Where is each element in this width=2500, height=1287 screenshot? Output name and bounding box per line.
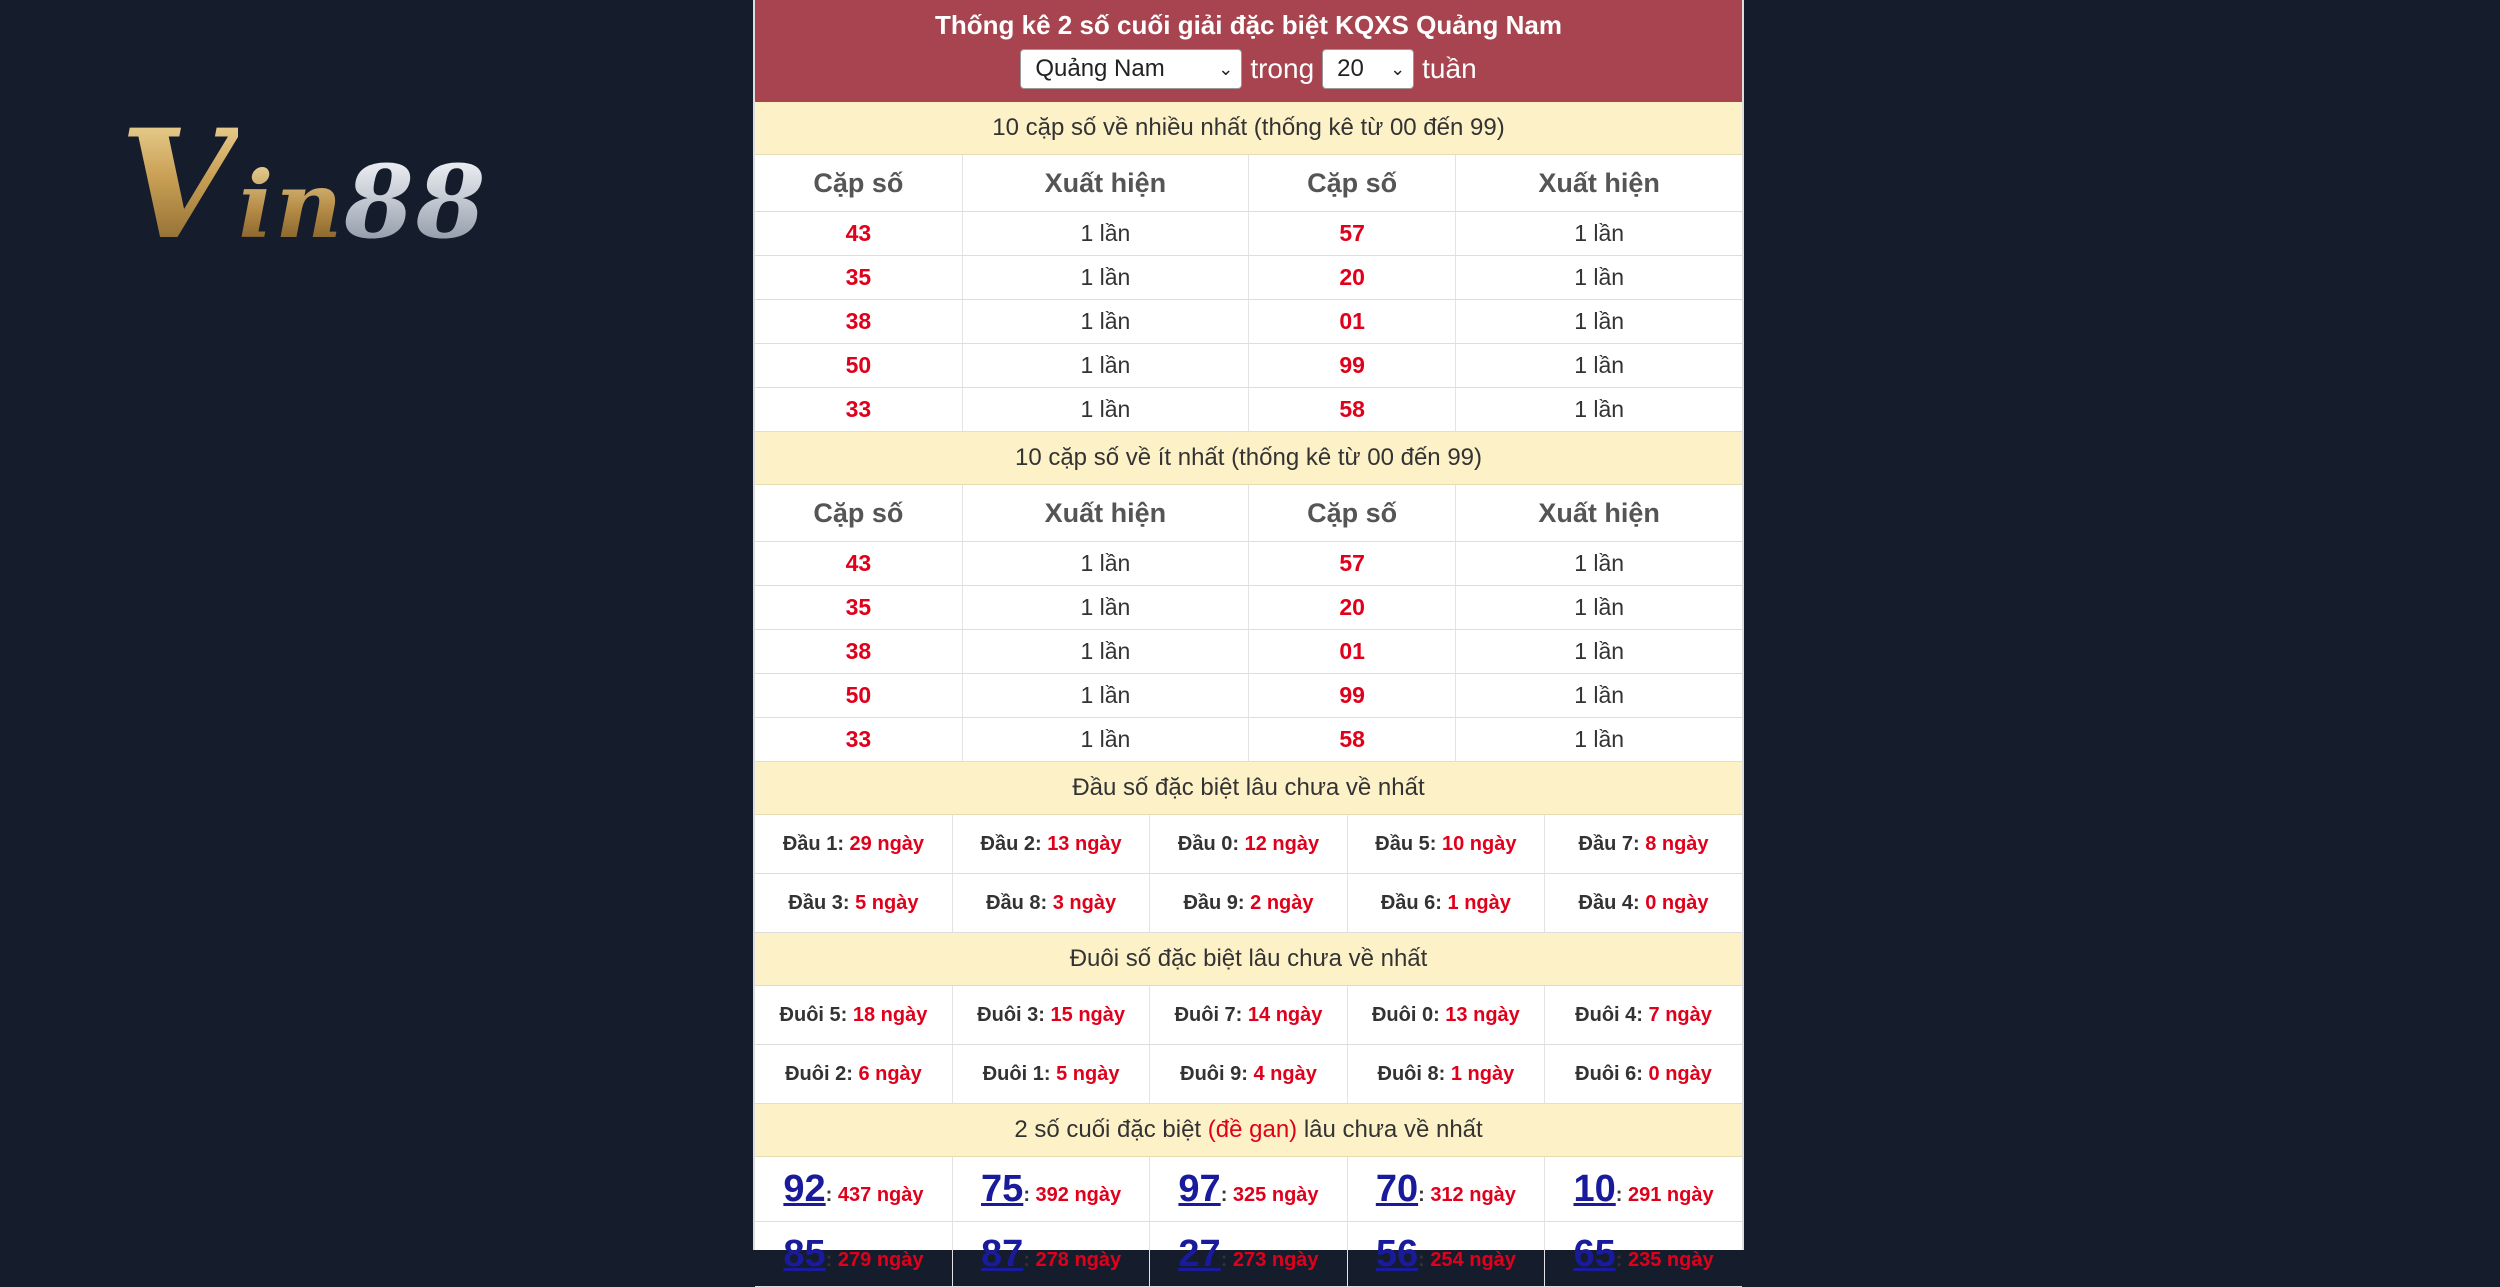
count-cell: 1 lần	[1456, 256, 1742, 300]
dau-label: Đầu 8:	[986, 891, 1053, 914]
table-row	[755, 874, 1742, 933]
gan-cell: 92: 437 ngày	[755, 1157, 952, 1222]
gan-days: 392 ngày	[1035, 1183, 1122, 1206]
pair-number: 58	[1248, 388, 1455, 432]
logo-in: in	[238, 151, 345, 259]
count-cell: 1 lần	[1456, 300, 1742, 344]
count-cell: 1 lần	[1456, 586, 1742, 630]
count-cell: 1 lần	[1456, 344, 1742, 388]
gan-band	[755, 1104, 1742, 1157]
col-header: Cặp số	[755, 155, 962, 212]
count-cell: 1 lần	[962, 212, 1248, 256]
table-row	[755, 256, 1742, 300]
table-row	[755, 344, 1742, 388]
pair-number: 20	[1248, 256, 1455, 300]
gan-days: 279 ngày	[837, 1248, 924, 1271]
dau-cell	[1347, 874, 1544, 933]
pair-number: 01	[1248, 630, 1455, 674]
duoi-cell	[1545, 986, 1742, 1045]
count-cell: 1 lần	[962, 630, 1248, 674]
pair-number: 20	[1248, 586, 1455, 630]
duoi-cell	[952, 986, 1149, 1045]
dau-label: Đầu 5:	[1375, 832, 1442, 855]
chevron-down-icon: ⌄	[1218, 58, 1234, 79]
dau-label: Đầu 1:	[782, 832, 850, 855]
vin88-logo[interactable]	[120, 97, 488, 273]
count-cell: 1 lần	[1456, 212, 1742, 256]
dau-label: Đầu 9:	[1183, 891, 1251, 914]
dau-cell	[1150, 815, 1347, 874]
gan-cell: 56: 254 ngày	[1347, 1222, 1544, 1287]
gan-days: 273 ngày	[1232, 1248, 1319, 1271]
duoi-label: Đuôi 1:	[982, 1062, 1057, 1085]
dau-days: 5 ngày	[855, 891, 919, 914]
dau-label: Đầu 4:	[1578, 891, 1646, 914]
duoi-cell	[952, 1045, 1149, 1104]
dau-table	[755, 815, 1742, 933]
duoi-days: 4 ngày	[1253, 1062, 1317, 1085]
dau-label: Đầu 3:	[788, 891, 856, 914]
dau-days: 10 ngày	[1441, 832, 1517, 855]
gan-number-link[interactable]: 75	[981, 1167, 1024, 1210]
table-header-row	[755, 155, 1742, 212]
gan-days: 254 ngày	[1430, 1248, 1516, 1271]
count-cell: 1 lần	[1456, 674, 1742, 718]
dau-band: Đầu số đặc biệt lâu chưa về nhất	[755, 762, 1742, 815]
duoi-label: Đuôi 6:	[1575, 1062, 1649, 1085]
col-header: Cặp số	[1248, 485, 1455, 542]
pair-number: 35	[755, 256, 962, 300]
dau-days: 12 ngày	[1244, 832, 1320, 855]
table-row	[755, 586, 1742, 630]
duoi-cell	[1150, 986, 1347, 1045]
dau-cell	[1150, 874, 1347, 933]
gan-table	[755, 1157, 1742, 1287]
pair-number: 99	[1248, 344, 1455, 388]
pair-number: 01	[1248, 300, 1455, 344]
dau-label: Đầu 0:	[1177, 832, 1245, 855]
duoi-table	[755, 986, 1742, 1104]
count-cell: 1 lần	[1456, 630, 1742, 674]
duoi-days: 5 ngày	[1056, 1062, 1120, 1085]
duoi-label: Đuôi 2:	[785, 1062, 859, 1085]
label-trong: trong	[1250, 53, 1315, 84]
duoi-days: 1 ngày	[1450, 1062, 1515, 1085]
pair-number: 43	[755, 542, 962, 586]
duoi-cell	[1545, 1045, 1742, 1104]
gan-days: 325 ngày	[1232, 1183, 1319, 1206]
most-frequent-band: 10 cặp số về nhiều nhất (thống kê từ 00 đến 99)	[755, 102, 1742, 155]
table-row	[755, 1045, 1742, 1104]
count-cell: 1 lần	[1456, 718, 1742, 762]
pair-number: 33	[755, 718, 962, 762]
pair-number: 38	[755, 630, 962, 674]
duoi-days: 7 ngày	[1648, 1003, 1712, 1026]
count-cell: 1 lần	[1456, 542, 1742, 586]
table-row	[755, 1157, 1742, 1222]
gan-number-link[interactable]: 92	[783, 1167, 826, 1210]
dau-days: 0 ngày	[1645, 891, 1709, 914]
duoi-cell	[755, 1045, 952, 1104]
dau-days: 8 ngày	[1645, 832, 1709, 855]
table-row	[755, 986, 1742, 1045]
count-cell: 1 lần	[1456, 388, 1742, 432]
gan-cell: 70: 312 ngày	[1347, 1157, 1544, 1222]
pair-number: 99	[1248, 674, 1455, 718]
pair-number: 58	[1248, 718, 1455, 762]
gan-cell: 10: 291 ngày	[1545, 1157, 1742, 1222]
gan-cell: 75: 392 ngày	[952, 1157, 1149, 1222]
table-row	[755, 674, 1742, 718]
col-header: Xuất hiện	[1456, 485, 1742, 542]
least-frequent-table	[755, 485, 1742, 762]
dau-days: 29 ngày	[849, 832, 925, 855]
col-header: Cặp số	[1248, 155, 1455, 212]
gan-number-link[interactable]: 87	[981, 1232, 1024, 1275]
gan-days: 312 ngày	[1430, 1183, 1516, 1206]
gan-number-link[interactable]: 65	[1573, 1232, 1616, 1275]
logo-88: 88	[344, 143, 488, 261]
duoi-label: Đuôi 5:	[779, 1003, 853, 1026]
duoi-label: Đuôi 0:	[1371, 1003, 1446, 1026]
gan-days: 235 ngày	[1627, 1248, 1714, 1271]
duoi-cell	[1347, 1045, 1544, 1104]
duoi-cell	[1347, 986, 1544, 1045]
gan-cell: 87: 278 ngày	[952, 1222, 1149, 1287]
dau-label: Đầu 7:	[1578, 832, 1646, 855]
gan-number-link[interactable]: 27	[1178, 1232, 1221, 1275]
stats-header	[755, 0, 1742, 102]
count-cell: 1 lần	[962, 542, 1248, 586]
count-cell: 1 lần	[962, 256, 1248, 300]
duoi-cell	[1150, 1045, 1347, 1104]
duoi-days: 18 ngày	[852, 1003, 928, 1026]
table-row	[755, 718, 1742, 762]
logo-v: V	[120, 97, 239, 273]
gan-cell: 97: 325 ngày	[1150, 1157, 1347, 1222]
pair-number: 35	[755, 586, 962, 630]
count-cell: 1 lần	[962, 586, 1248, 630]
col-header: Xuất hiện	[962, 155, 1248, 212]
table-row	[755, 630, 1742, 674]
count-cell: 1 lần	[962, 718, 1248, 762]
gan-cell: 65: 235 ngày	[1545, 1222, 1742, 1287]
gan-days: 278 ngày	[1035, 1248, 1122, 1271]
duoi-label: Đuôi 7:	[1174, 1003, 1248, 1026]
duoi-band: Đuôi số đặc biệt lâu chưa về nhất	[755, 933, 1742, 986]
gan-days: 437 ngày	[837, 1183, 924, 1206]
pair-number: 57	[1248, 542, 1455, 586]
label-tuan: tuần	[1422, 53, 1477, 84]
table-row	[755, 388, 1742, 432]
dau-cell	[1545, 874, 1742, 933]
gan-cell: 27: 273 ngày	[1150, 1222, 1347, 1287]
gan-band-red: (đề gan)	[1207, 1116, 1298, 1143]
gan-number-link[interactable]: 70	[1375, 1167, 1419, 1210]
gan-number-link[interactable]: 56	[1375, 1232, 1419, 1275]
dau-cell	[755, 815, 952, 874]
dau-days: 3 ngày	[1052, 891, 1117, 914]
duoi-days: 6 ngày	[858, 1062, 922, 1085]
province-select[interactable]	[1020, 49, 1242, 89]
most-frequent-table	[755, 155, 1742, 432]
least-frequent-band: 10 cặp số về ít nhất (thống kê từ 00 đến 99)	[755, 432, 1742, 485]
col-header: Cặp số	[755, 485, 962, 542]
pair-number: 33	[755, 388, 962, 432]
dau-cell	[755, 874, 952, 933]
page-title: Thống kê 2 số cuối giải đặc biệt KQXS Quảng Nam	[935, 10, 1562, 40]
gan-number-link[interactable]: 85	[783, 1232, 826, 1275]
col-header: Xuất hiện	[1456, 155, 1742, 212]
gan-number-link[interactable]: 97	[1178, 1167, 1221, 1210]
col-header: Xuất hiện	[962, 485, 1248, 542]
gan-band-post: lâu chưa về nhất	[1297, 1116, 1483, 1143]
table-row	[755, 212, 1742, 256]
pair-number: 50	[755, 344, 962, 388]
count-cell: 1 lần	[962, 344, 1248, 388]
table-row	[755, 1222, 1742, 1287]
stats-panel	[753, 0, 1744, 1275]
gan-number-link[interactable]: 10	[1573, 1167, 1616, 1210]
pair-number: 57	[1248, 212, 1455, 256]
pair-number: 38	[755, 300, 962, 344]
dau-cell	[1545, 815, 1742, 874]
dau-days: 2 ngày	[1250, 891, 1314, 914]
pair-number: 43	[755, 212, 962, 256]
table-row	[755, 300, 1742, 344]
duoi-label: Đuôi 9:	[1180, 1062, 1254, 1085]
filter-controls	[755, 49, 1742, 89]
duoi-cell	[755, 986, 952, 1045]
dau-days: 1 ngày	[1447, 891, 1511, 914]
chevron-down-icon: ⌄	[1390, 58, 1406, 79]
dau-cell	[952, 874, 1149, 933]
dau-label: Đầu 2:	[980, 832, 1048, 855]
pair-number: 50	[755, 674, 962, 718]
weeks-select-value: 20	[1337, 55, 1364, 82]
gan-cell: 85: 279 ngày	[755, 1222, 952, 1287]
duoi-label: Đuôi 4:	[1575, 1003, 1649, 1026]
duoi-days: 15 ngày	[1050, 1003, 1125, 1026]
duoi-days: 13 ngày	[1445, 1003, 1520, 1026]
province-select-value: Quảng Nam	[1035, 55, 1165, 82]
count-cell: 1 lần	[962, 300, 1248, 344]
gan-days: 291 ngày	[1627, 1183, 1714, 1206]
gan-band-pre: 2 số cuối đặc biệt	[1014, 1116, 1208, 1143]
duoi-days: 0 ngày	[1648, 1062, 1712, 1085]
weeks-select[interactable]	[1322, 49, 1414, 89]
dau-days: 13 ngày	[1047, 832, 1122, 855]
table-header-row	[755, 485, 1742, 542]
count-cell: 1 lần	[962, 388, 1248, 432]
duoi-days: 14 ngày	[1247, 1003, 1323, 1026]
table-row	[755, 815, 1742, 874]
dau-cell	[952, 815, 1149, 874]
dau-label: Đầu 6:	[1380, 891, 1448, 914]
duoi-label: Đuôi 3:	[977, 1003, 1051, 1026]
table-row	[755, 542, 1742, 586]
count-cell: 1 lần	[962, 674, 1248, 718]
duoi-label: Đuôi 8:	[1377, 1062, 1451, 1085]
dau-cell	[1347, 815, 1544, 874]
